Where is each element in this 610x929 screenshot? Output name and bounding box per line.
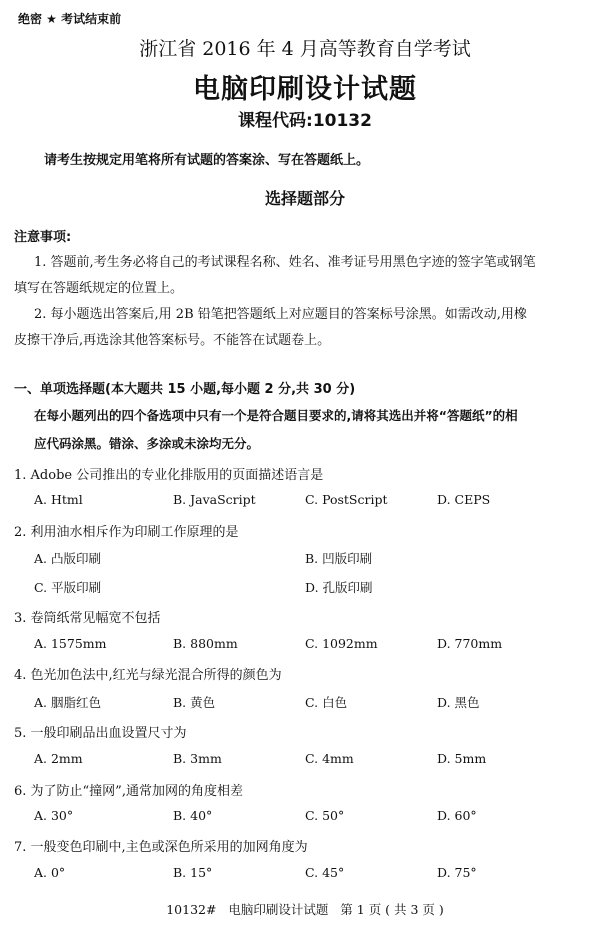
option-a: A. Html bbox=[34, 492, 83, 507]
option-c: C. 1092mm bbox=[305, 636, 378, 651]
question-stem: 4. 色光加色法中,红光与绿光混合所得的颜色为 bbox=[14, 668, 282, 683]
option-c: C. 平版印刷 bbox=[34, 580, 102, 595]
option-b: B. 3mm bbox=[173, 751, 222, 766]
part-title: 选择题部分 bbox=[264, 189, 345, 208]
notice-item-2-line-2: 皮擦干净后,再选涂其他答案标号。不能答在试题卷上。 bbox=[14, 333, 331, 348]
option-c: C. PostScript bbox=[305, 492, 388, 507]
option-a: A. 凸版印刷 bbox=[34, 551, 101, 566]
option-b: B. 40° bbox=[173, 808, 213, 823]
option-d: D. 5mm bbox=[437, 751, 487, 766]
notice-item-2-line-1: 2. 每小题选出答案后,用 2B 铅笔把答题纸上对应题目的答案标号涂黑。如需改动,用橡 bbox=[34, 307, 527, 322]
notice-heading: 注意事项: bbox=[14, 230, 72, 245]
option-d: D. 770mm bbox=[437, 636, 503, 651]
page-footer: 10132# 电脑印刷设计试题 第 1 页 ( 共 3 页 ) bbox=[166, 902, 444, 917]
question-stem: 3. 卷筒纸常见幅宽不包括 bbox=[14, 611, 161, 626]
option-d: D. 75° bbox=[437, 865, 477, 880]
answer-instruction: 请考生按规定用笔将所有试题的答案涂、写在答题纸上。 bbox=[44, 153, 370, 168]
notice-item-1-line-2: 填写在答题纸规定的位置上。 bbox=[14, 281, 184, 296]
option-c: C. 白色 bbox=[305, 695, 348, 710]
option-c: C. 4mm bbox=[305, 751, 354, 766]
option-b: B. 15° bbox=[173, 865, 213, 880]
option-a: A. 0° bbox=[34, 865, 66, 880]
course-code: 课程代码:10132 bbox=[238, 111, 372, 131]
option-a: A. 2mm bbox=[34, 751, 83, 766]
option-b: B. 880mm bbox=[173, 636, 238, 651]
option-a: A. 30° bbox=[34, 808, 74, 823]
option-a: A. 1575mm bbox=[34, 636, 107, 651]
option-d: D. CEPS bbox=[437, 492, 491, 507]
option-b: B. 凹版印刷 bbox=[305, 551, 373, 566]
secret-mark: 绝密 ★ 考试结束前 bbox=[18, 12, 122, 26]
question-stem: 6. 为了防止“撞网”,通常加网的角度相差 bbox=[14, 784, 243, 799]
question-stem: 5. 一般印刷品出血设置尺寸为 bbox=[14, 726, 187, 741]
section-desc-line-1: 在每小题列出的四个备选项中只有一个是符合题目要求的,请将其选出并将“答题纸”的相 bbox=[34, 408, 518, 423]
page-title: 电脑印刷设计试题 bbox=[193, 74, 417, 105]
option-b: B. JavaScript bbox=[173, 492, 256, 507]
option-d: D. 孔版印刷 bbox=[305, 580, 373, 595]
section-heading: 一、单项选择题(本大题共 15 小题,每小题 2 分,共 30 分) bbox=[14, 382, 356, 397]
exam-line: 浙江省 2016 年 4 月高等教育自学考试 bbox=[139, 38, 471, 60]
section-desc-line-2: 应代码涂黑。错涂、多涂或未涂均无分。 bbox=[34, 436, 260, 451]
option-a: A. 胭脂红色 bbox=[34, 695, 101, 710]
option-c: C. 45° bbox=[305, 865, 345, 880]
question-stem: 7. 一般变色印刷中,主色或深色所采用的加网角度为 bbox=[14, 840, 308, 855]
option-c: C. 50° bbox=[305, 808, 345, 823]
question-stem: 1. Adobe 公司推出的专业化排版用的页面描述语言是 bbox=[14, 468, 324, 483]
question-stem: 2. 利用油水相斥作为印刷工作原理的是 bbox=[14, 525, 239, 540]
notice-item-1-line-1: 1. 答题前,考生务必将自己的考试课程名称、姓名、准考证号用黑色字迹的签字笔或钢笔 bbox=[34, 255, 536, 270]
option-d: D. 黑色 bbox=[437, 695, 480, 710]
option-d: D. 60° bbox=[437, 808, 477, 823]
option-b: B. 黄色 bbox=[173, 695, 216, 710]
